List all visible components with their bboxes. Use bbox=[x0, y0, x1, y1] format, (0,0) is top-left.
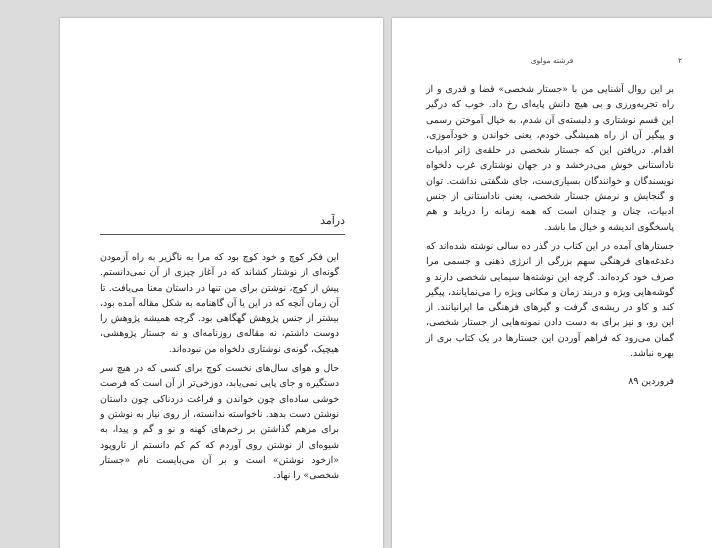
section-title: درآمد bbox=[320, 214, 345, 227]
section-divider bbox=[100, 234, 345, 235]
author-header: فرشته مولوی bbox=[530, 56, 574, 65]
left-page-body bbox=[100, 250, 339, 487]
paragraph: حال و هوای سال‌های نخست کوچ برای کسی که در هیچ سر دستگیره و جای پایی نمی‌یابد، دوزخی‌تر از آن است که فرصت خوشی ساده‌ای چون خواندن و فراغت دردناکی چون داستان نوشتن دست بدهد. ناخواسته ندانسته، از روی نیاز به نوشتن و برای مرهم گذاشتن بر زخم‌های کهنه و نو و گم و پیدا، به شیوه‌ای از نوشتن روی آوردم که کم کم دانستم از تاروپود «ازخود نوشتن» است و بر آن می‌بایست نام «جستار شخصی» را نهاد. bbox=[100, 363, 339, 482]
paragraph: این فکر کوچ و خود کوچ بود که مرا به ناگزیر به راه آزمودن گونه‌ای از نوشتار کشاند که در آغاز چیزی از آن نمی‌دانستم. پیش از کوچ، نوشتن برای من تنها در داستان معنا می‌یافت. تا آن زمان آنچه که در این یا آن گاهنامه به شکل مقاله آمده بود، بیشتر از جنس پژوهش گهگاهی بود. گرچه همیشه پژوهش را دوست داشتم، نه مقاله‌ی روزنامه‌ای و نه جستار پژوهشی، هیچیک، گونه‌ی نوشتاری دلخواه من نبوده‌اند. bbox=[100, 252, 339, 355]
paragraph: بر این روال آشنایی من با «جستار شخصی» قضا و قدری و از راه تجربه‌ورزی و بی هیچ دانش پایه‌ای رخ داد. خوب که درگیر این قسم نوشتاری و دلبسته‌ی آن شدم، به خیال آموختن رسمی و پیگیر آن از راه همیشگی خودم، یعنی خواندن و خودآموزی، اقدام. دریافتن این که جستار شخصی در حلقه‌ی ژانر ادبیات ناداستانی خوش می‌درخشد و در جهان نوشتاری غرب دلخواه نویسندگان و خوانندگان بسیاری‌ست، جای شگفتی نداشت. توان و گنجایش و نرمش جستار شخصی، یعنی ناداستانی از جنس ادبیات، چنان و چندان است که همه زمانه را دریابد و هم پاسخگوی اندیشه و خیال ما باشد. bbox=[426, 84, 674, 233]
left-page bbox=[60, 18, 383, 548]
date-signature: فروردین ۸۹ bbox=[628, 376, 674, 387]
right-page-body bbox=[426, 82, 674, 365]
paragraph: جستارهای آمده در این کتاب در گذر ده سالی نوشته شده‌اند که دغدغه‌های فرهنگی سهم بزرگی از انرژی ذهنی و جسمی مرا صرف خود کرده‌اند. گرچه این نوشته‌ها سیمایی شخصی دارند و گوشه‌هایی ویژه و دربند زمان و مکانی ویژه را می‌نمایانند، پیگیر کند و کاو در ریشه‌ی گرفت و گیرهای فرهنگی ما ایرانیانند. از این رو، و نیز برای به دست دادن نمونه‌هایی از جستار شخصی، گمان می‌رود که فراهم آوردن این جستارها در یک کتاب بری از بهره نباشد. bbox=[426, 240, 674, 360]
page-number: ۲ bbox=[677, 56, 682, 65]
right-page bbox=[392, 18, 712, 548]
